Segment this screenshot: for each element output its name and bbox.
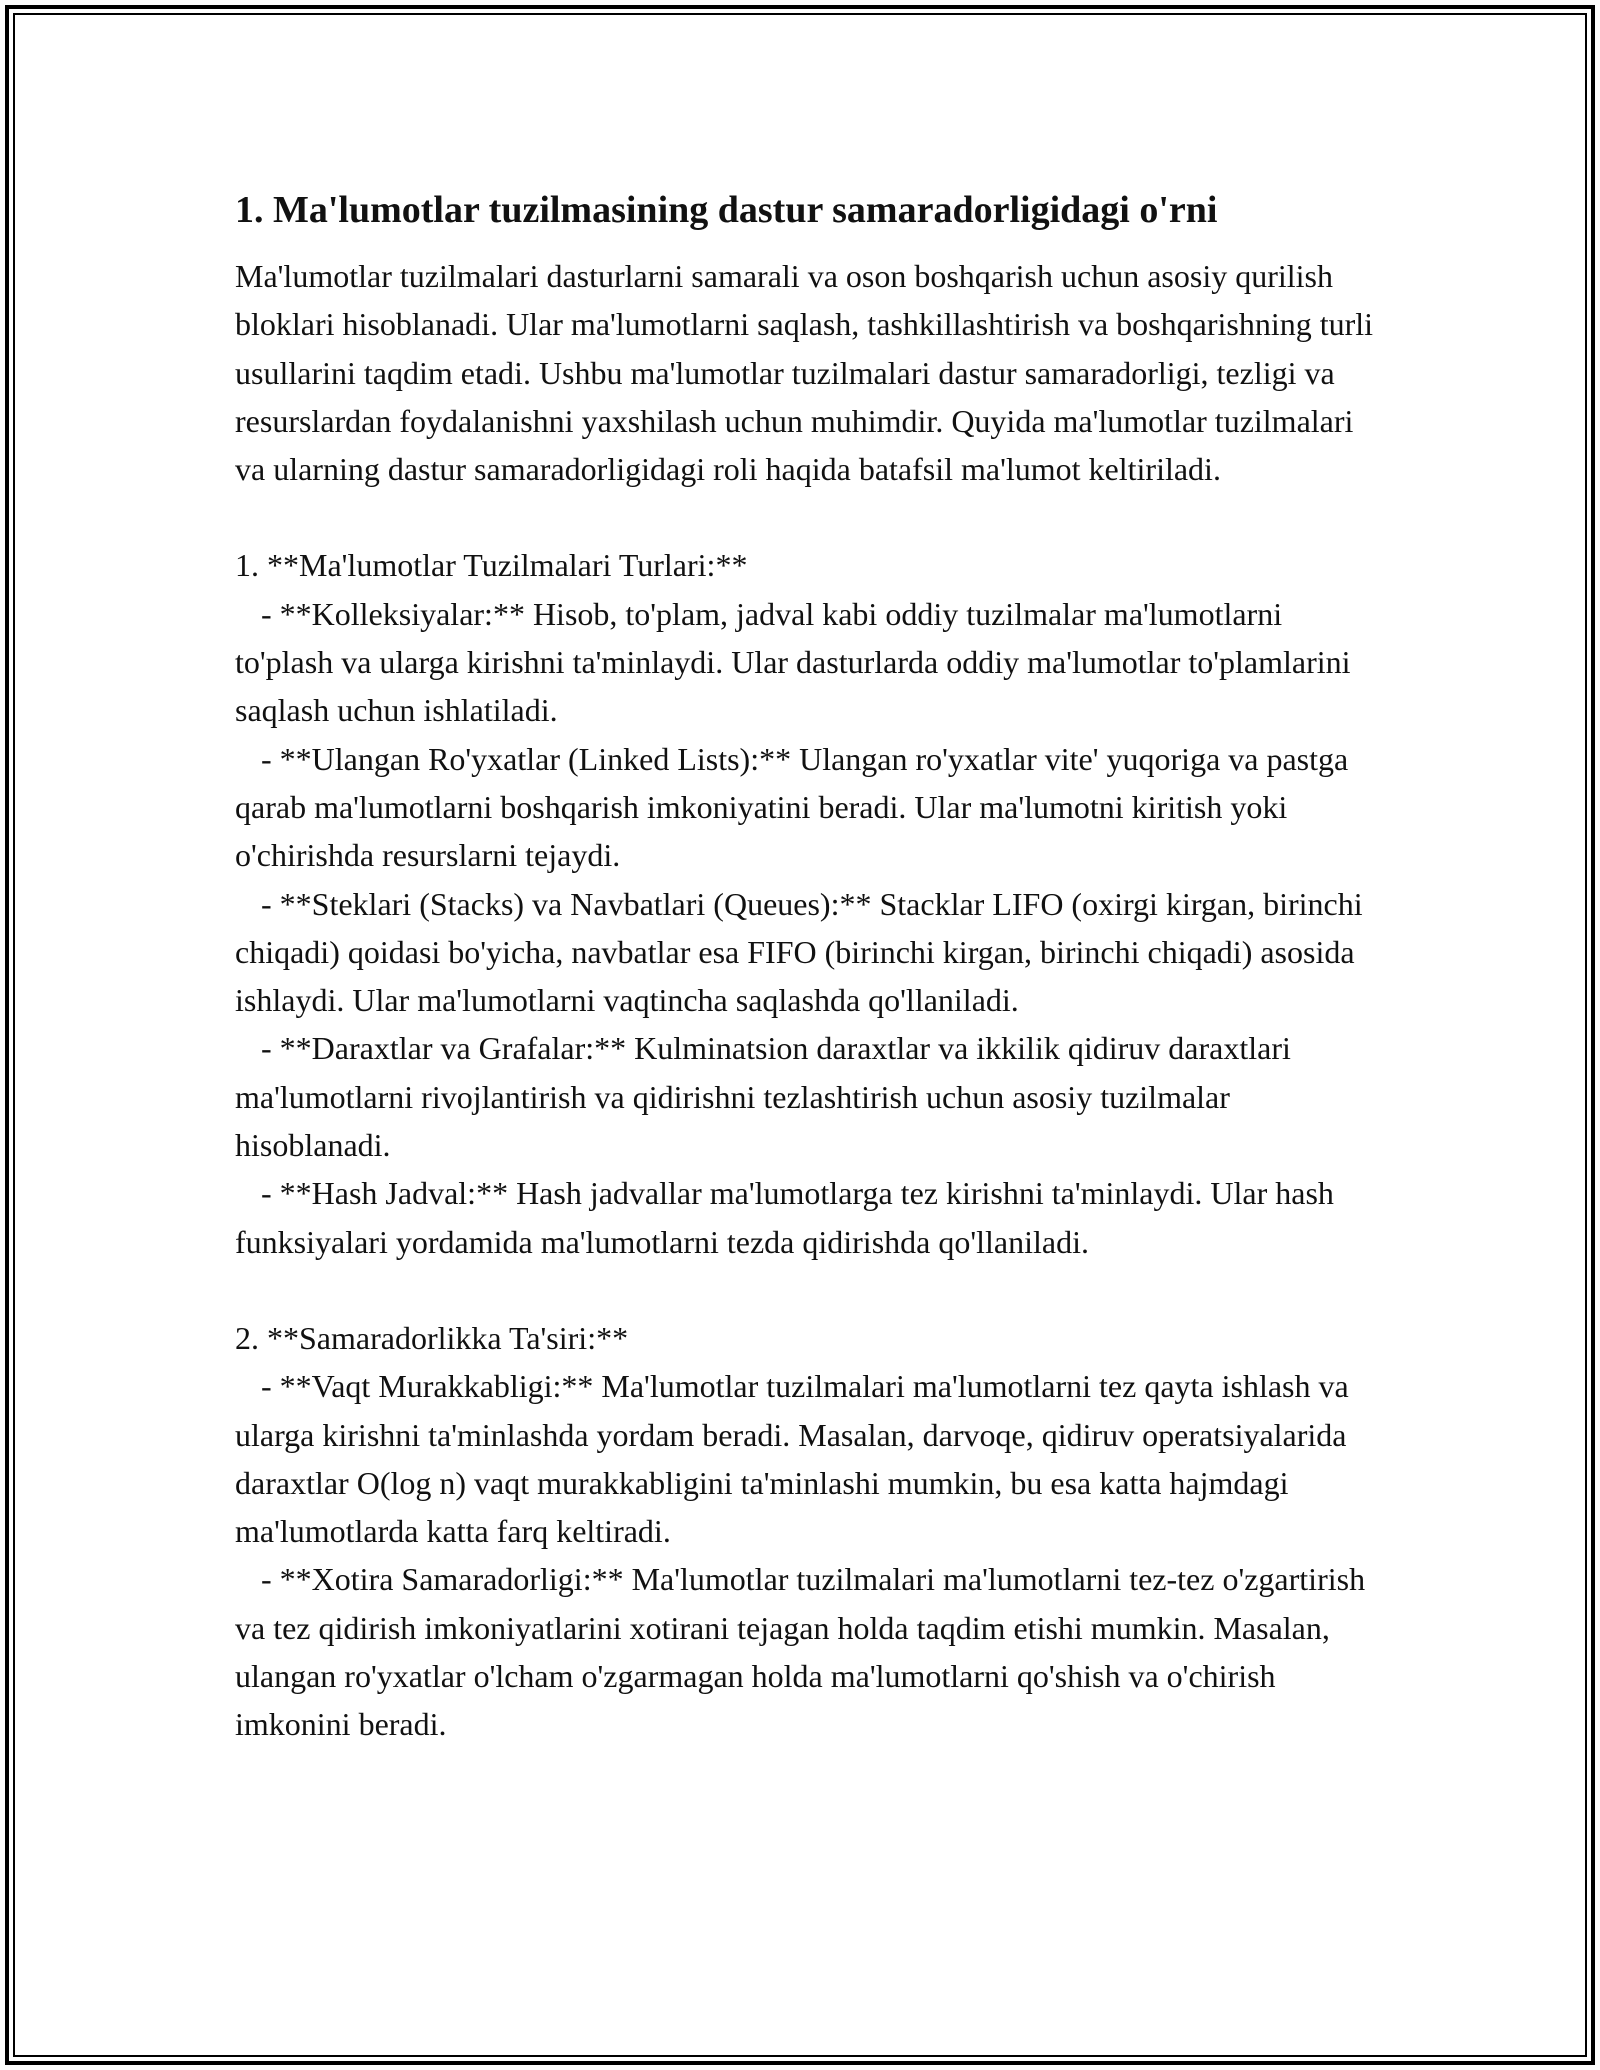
list-item-linked-lists: - **Ulangan Ro'yxatlar (Linked Lists):** Ulangan ro'yxatlar vite' yuqoriga va pastga qarab ma'lumotlarni boshqarish imkoniyatini beradi. Ular ma'lumotni kiritish yoki o'chirishda resurslarni tejaydi. [235, 740, 1349, 874]
document-body [235, 186, 1385, 1749]
list-item-time-complexity: - **Vaqt Murakkabligi:** Ma'lumotlar tuzilmalari ma'lumotlarni tez qayta ishlash va ularga kirishni ta'minlashda yordam beradi. Masalan, darvoqe, qidiruv operatsiyalarida daraxtlar O(log n) vaqt murakkabligini ta'minlashi mumkin, bu esa katta hajmdagi ma'lumotlarda katta farq keltiradi. [235, 1368, 1349, 1550]
section-heading-types: 1. **Ma'lumotlar Tuzilmalari Turlari:** [235, 547, 748, 584]
list-item-stacks-queues: - **Steklari (Stacks) va Navbatlari (Queues):** Stacklar LIFO (oxirgi kirgan, birinchi chiqadi) qoidasi bo'yicha, navbatlar esa FIFO (birinchi kirgan, birinchi chiqadi) asosida ishlaydi. Ular ma'lumotlarni vaqtincha saqlashda qo'llaniladi. [235, 885, 1363, 1019]
section-heading-impact: 2. **Samaradorlikka Ta'siri:** [235, 1319, 629, 1356]
list-item-memory-efficiency: - **Xotira Samaradorligi:** Ma'lumotlar tuzilmalari ma'lumotlarni tez-tez o'zgartirish va tez qidirish imkoniyatlarini xotirani tejagan holda taqdim etishi mumkin. Masalan, ulangan ro'yxatlar o'lcham o'zgarmagan holda ma'lumotlarni qo'shish va o'chirish imkonini beradi. [235, 1561, 1366, 1743]
list-item-collections: - **Kolleksiyalar:** Hisob, to'plam, jadval kabi oddiy tuzilmalar ma'lumotlarni to'plash va ularga kirishni ta'minlaydi. Ular dasturlarda oddiy ma'lumotlar to'plamlarini saqlash uchun ishlatiladi. [235, 595, 1351, 729]
list-item-trees-graphs: - **Daraxtlar va Grafalar:** Kulminatsion daraxtlar va ikkilik qidiruv daraxtlari ma'lumotlarni rivojlantirish va qidirishni tezlashtirish uchun asosiy tuzilmalar hisoblanadi. [235, 1030, 1291, 1164]
intro-paragraph: Ma'lumotlar tuzilmalari dasturlarni samarali va oson boshqarish uchun asosiy qurilish bloklari hisoblanadi. Ular ma'lumotlarni saqlash, tashkillashtirish va boshqarishning turli usullarini taqdim etadi. Ushbu ma'lumotlar tuzilmalari dastur samaradorligi, tezligi va resurslardan foydalanishni yaxshilash uchun muhimdir. Quyida ma'lumotlar tuzilmalari va ularning dastur samaradorligidagi roli haqida batafsil ma'lumot keltiriladi. [235, 258, 1374, 488]
list-item-hash-table: - **Hash Jadval:** Hash jadvallar ma'lumotlarga tez kirishni ta'minlaydi. Ular hash funksiyalari yordamida ma'lumotlarni tezda qidirishda qo'llaniladi. [235, 1175, 1334, 1260]
document-title: 1. Ma'lumotlar tuzilmasining dastur samaradorligidagi o'rni [235, 189, 1218, 231]
